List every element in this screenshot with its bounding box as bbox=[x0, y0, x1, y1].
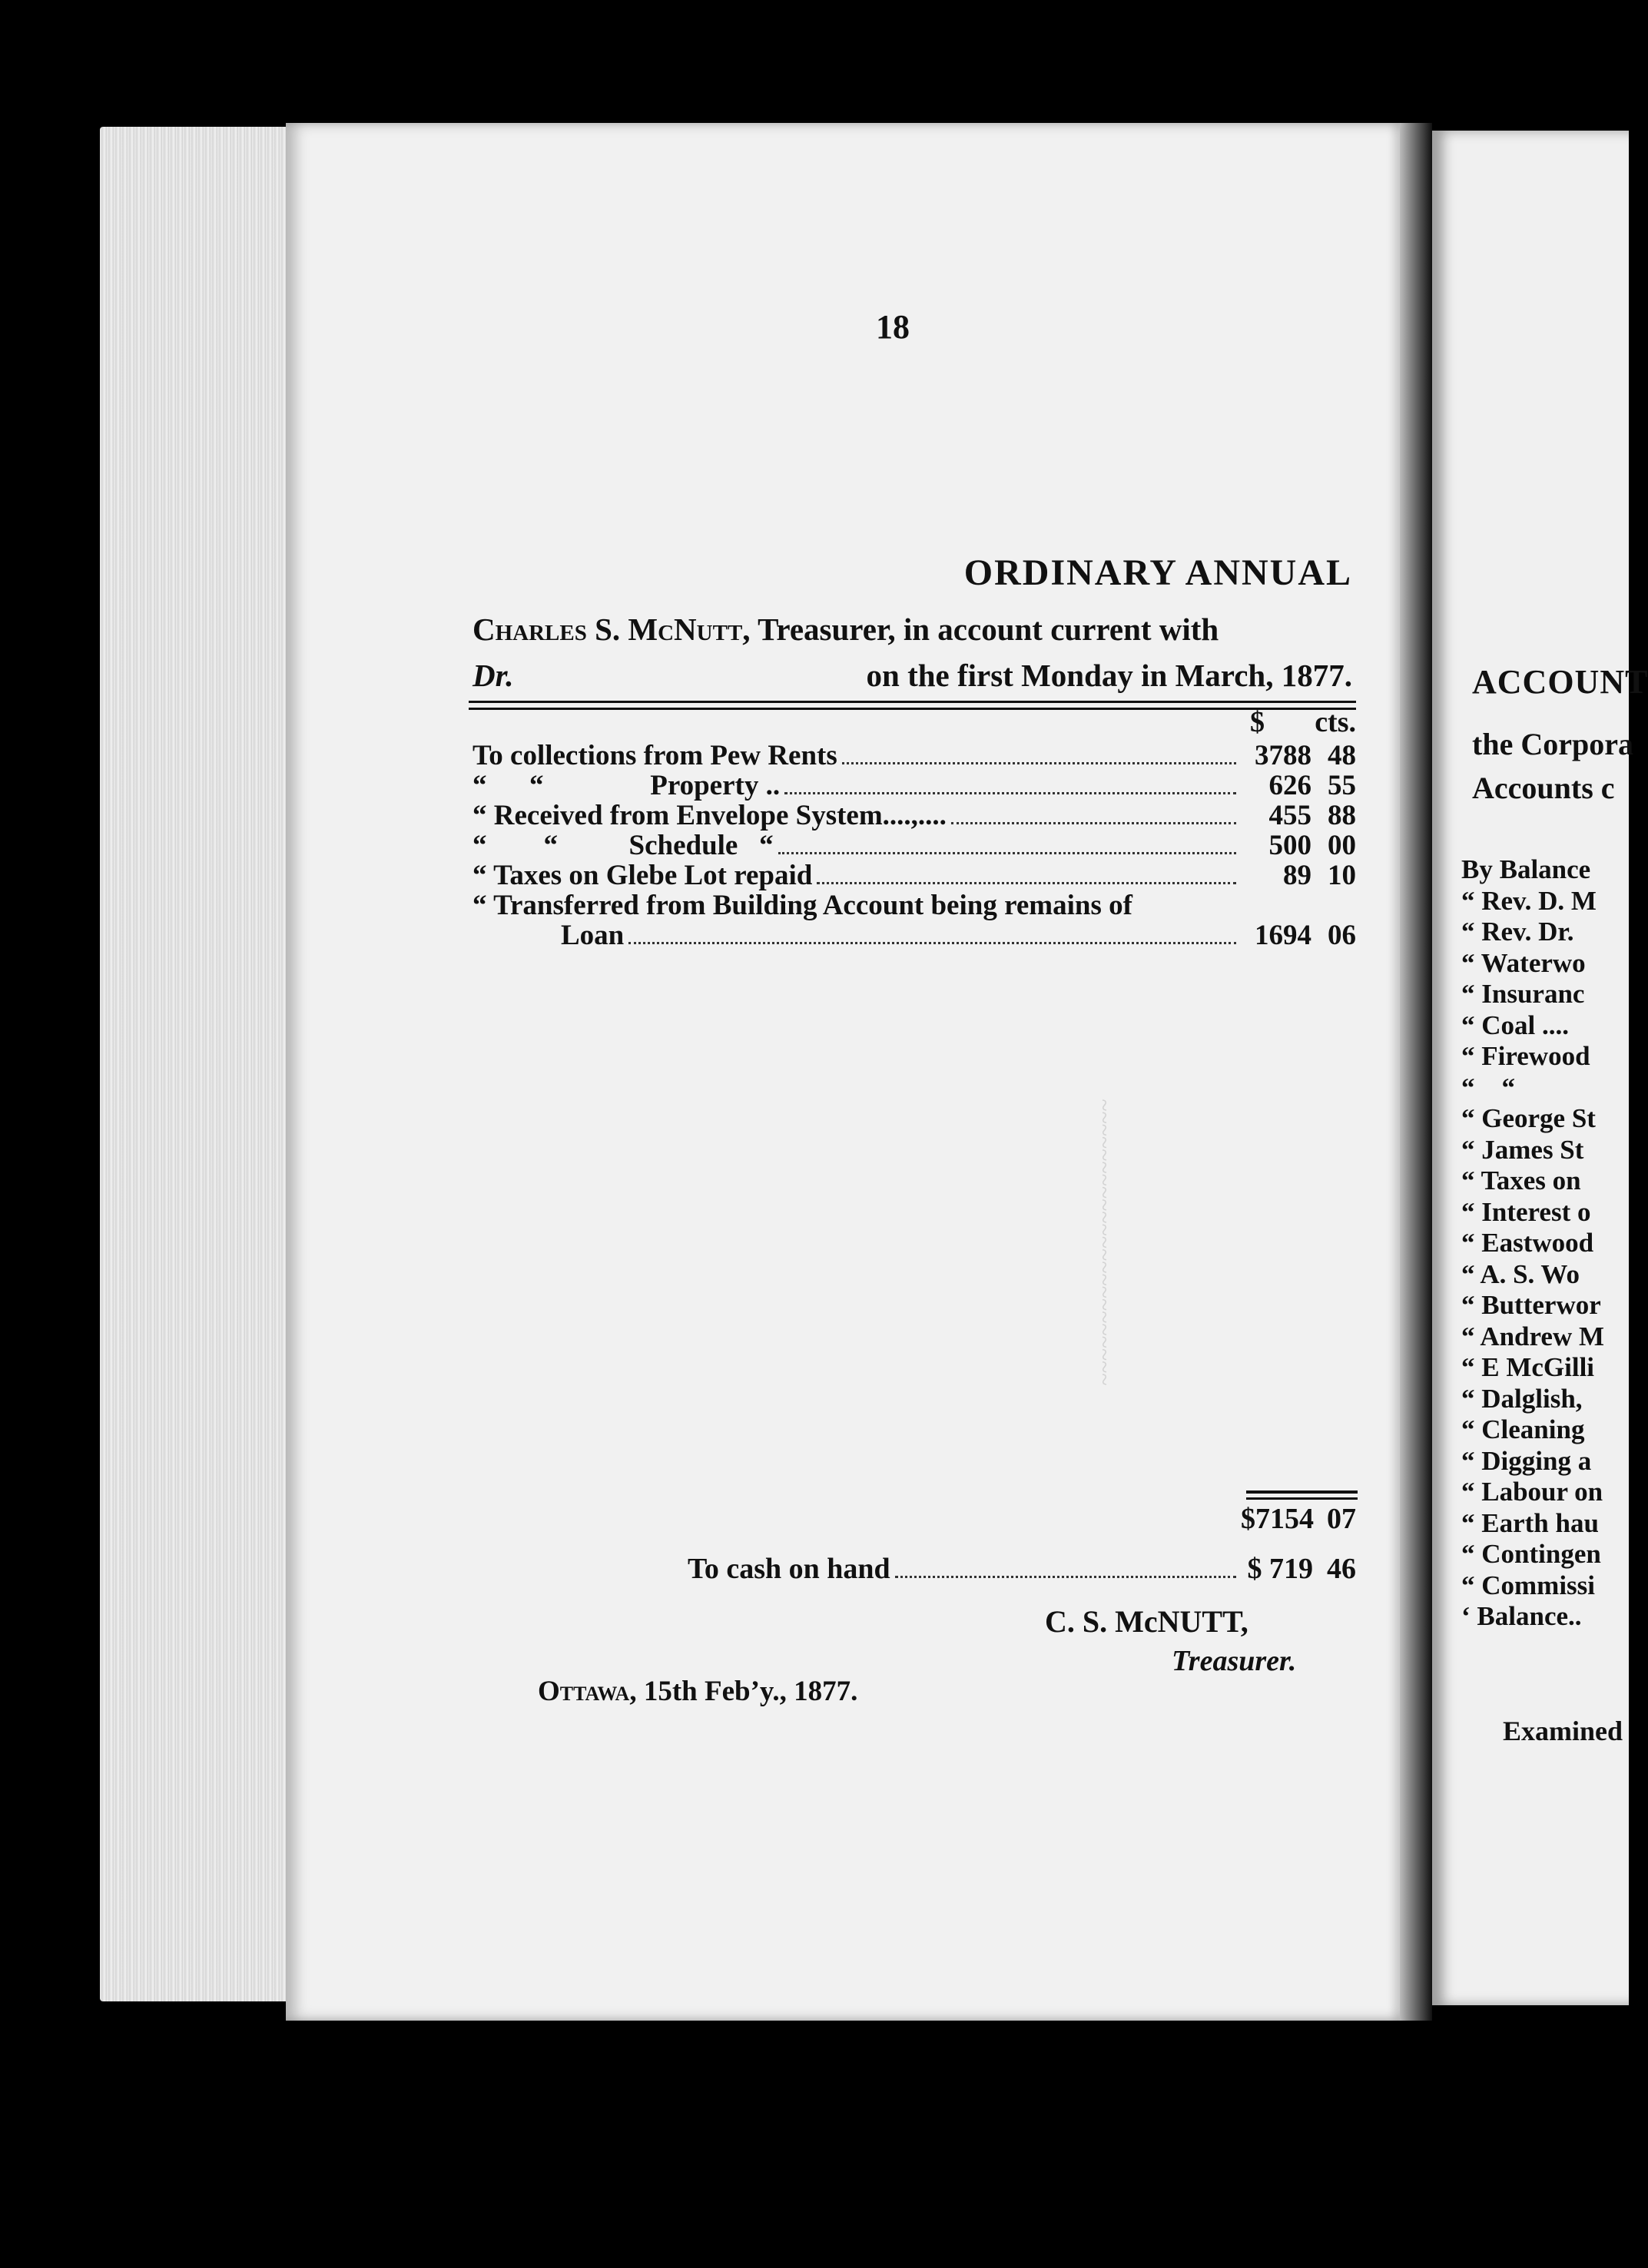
list-item: “ Rev. Dr. bbox=[1461, 917, 1574, 947]
right-page-subheading: Accounts c bbox=[1472, 771, 1615, 805]
account-row: “ Taxes on Glebe Lot repaid 89 10 bbox=[473, 860, 1356, 891]
treasurer-name: Charles S. McNutt, bbox=[473, 612, 751, 647]
list-item: “ Rev. D. M bbox=[1461, 885, 1597, 916]
list-item: “ Coal .... bbox=[1461, 1010, 1569, 1040]
right-page bbox=[1432, 131, 1648, 2005]
list-item: ‘ Balance.. bbox=[1461, 1601, 1582, 1631]
date: 15th Feb’y., 1877. bbox=[643, 1676, 858, 1707]
list-item: “ Taxes on bbox=[1461, 1166, 1581, 1195]
total-rule bbox=[1246, 1490, 1358, 1500]
list-item: By Balance bbox=[1461, 854, 1591, 884]
list-item: “ Earth hau bbox=[1461, 1507, 1599, 1538]
account-row: “ Received from Envelope System....,.... 455 88 bbox=[473, 800, 1356, 831]
list-item: “ Contingen bbox=[1461, 1539, 1601, 1569]
list-item: “ Eastwood bbox=[1461, 1228, 1594, 1258]
list-item: “ George St bbox=[1461, 1103, 1596, 1133]
list-item: “ A. S. Wo bbox=[1461, 1258, 1580, 1289]
account-row: “ “ Property .. 626 55 bbox=[473, 770, 1356, 801]
cents-column-header: cts. bbox=[1315, 706, 1356, 738]
cash-on-hand-row: To cash on hand $ 719 46 bbox=[688, 1553, 1356, 1585]
signer-name: C. S. McNUTT, bbox=[1045, 1604, 1248, 1639]
account-row: Loan 1694 06 bbox=[561, 920, 1356, 951]
treasurer-line bbox=[473, 611, 1352, 648]
account-rows bbox=[473, 739, 1356, 949]
right-page-subheading: the Corpora bbox=[1472, 727, 1633, 761]
header-double-rule bbox=[469, 701, 1356, 710]
dollars-column-header: $ bbox=[1250, 706, 1265, 738]
left-page bbox=[286, 123, 1400, 2021]
dr-label: Dr. bbox=[473, 658, 514, 693]
list-item: “ “ bbox=[1461, 1072, 1515, 1102]
date-line: on the first Monday in March, 1877. bbox=[866, 658, 1352, 693]
account-row: To collections from Pew Rents 3788 48 bbox=[473, 740, 1356, 771]
page-number: 18 bbox=[876, 308, 910, 346]
right-page-heading: ACCOUNT bbox=[1472, 663, 1648, 701]
account-row: “ “ Schedule “ 500 00 bbox=[473, 830, 1356, 861]
list-item: “ Andrew M bbox=[1461, 1321, 1605, 1351]
place: Ottawa, bbox=[538, 1676, 637, 1707]
list-item: “ Cleaning bbox=[1461, 1414, 1585, 1444]
book-gutter bbox=[1400, 123, 1432, 2021]
list-item: “ James St bbox=[1461, 1134, 1584, 1165]
column-headers bbox=[1241, 705, 1356, 739]
book-page-edges bbox=[100, 127, 300, 2001]
signer-title: Treasurer. bbox=[1172, 1645, 1297, 1677]
list-item: “ Butterwor bbox=[1461, 1290, 1601, 1320]
list-item: “ Firewood bbox=[1461, 1041, 1590, 1071]
list-item: “ Dalglish, bbox=[1461, 1383, 1583, 1414]
list-item: “ E McGilli bbox=[1461, 1352, 1595, 1382]
list-item: “ Interest o bbox=[1461, 1196, 1591, 1227]
treasurer-rest: Treasurer, in account current with bbox=[758, 612, 1219, 647]
right-page-items bbox=[1461, 854, 1604, 1633]
list-item: “ Labour on bbox=[1461, 1477, 1603, 1507]
right-page-footer: Examined bbox=[1503, 1716, 1623, 1746]
place-date bbox=[538, 1675, 857, 1708]
total-amount: $7154 07 bbox=[1241, 1503, 1356, 1535]
list-item: “ Commissi bbox=[1461, 1570, 1596, 1600]
list-item: “ Digging a bbox=[1461, 1445, 1592, 1476]
dr-line bbox=[473, 657, 1352, 694]
account-row: “ Transferred from Building Account being remains of bbox=[473, 890, 1132, 921]
page-title: ORDINARY ANNUAL bbox=[963, 552, 1352, 593]
list-item: “ Waterwo bbox=[1461, 947, 1586, 978]
list-item: “ Insuranc bbox=[1461, 979, 1585, 1009]
bleed-through-text: ~~~~~~~~~~~~~~~~~~~~~~~ bbox=[1091, 1099, 1117, 1386]
